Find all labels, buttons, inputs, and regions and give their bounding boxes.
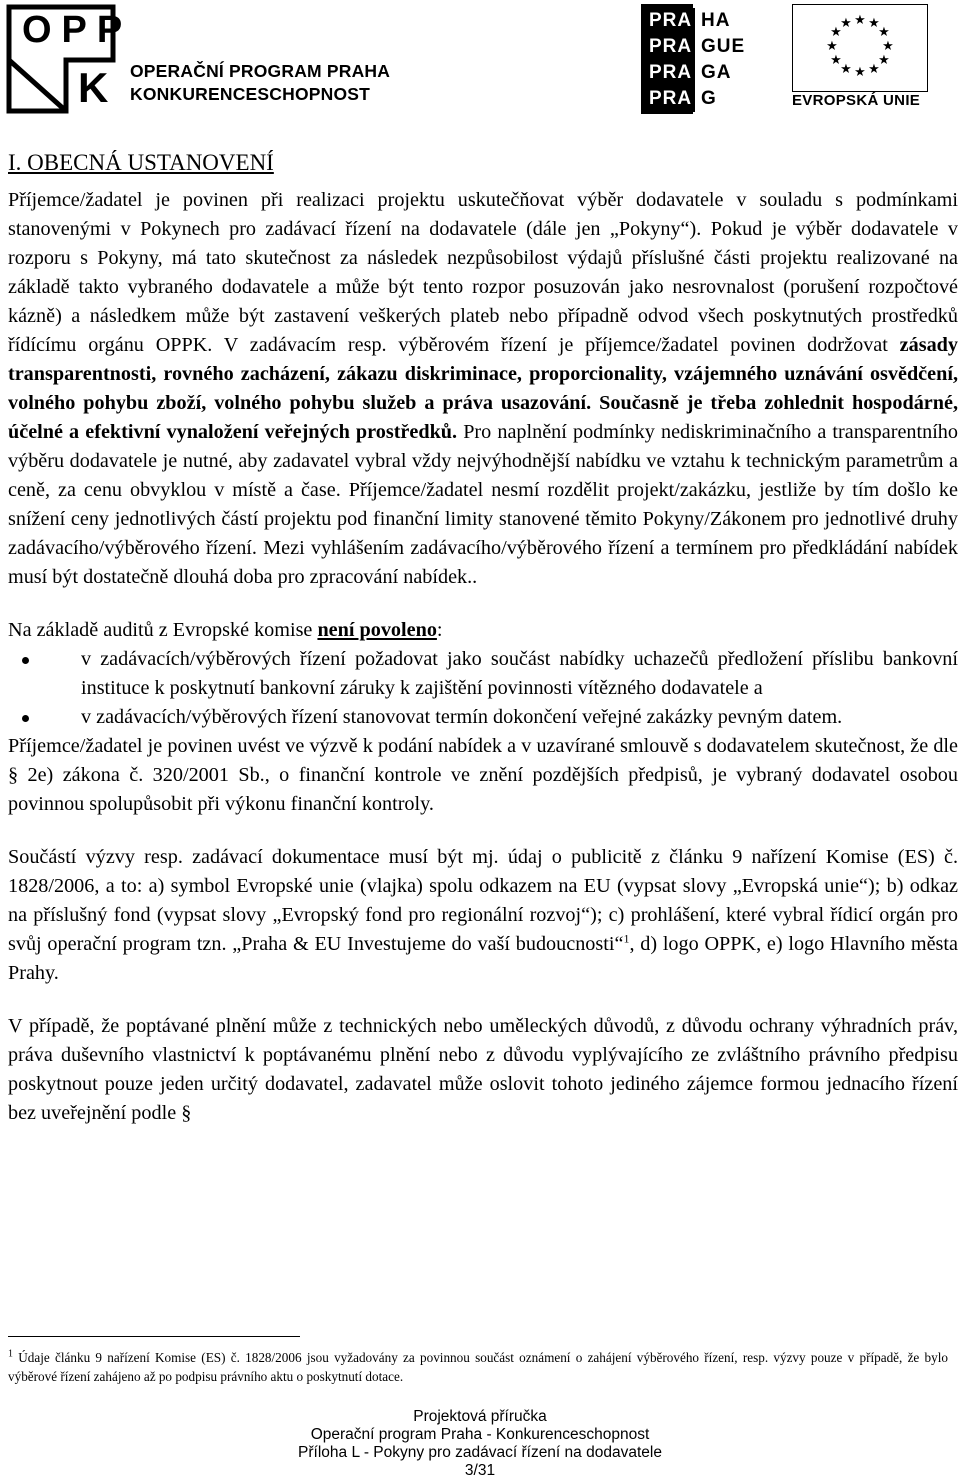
praha-logo-cell: GUE xyxy=(693,34,745,60)
svg-text:★: ★ xyxy=(854,13,866,28)
footer-line2: Operační program Praha - Konkurenceschopnost xyxy=(310,1426,650,1443)
footnote-ref[interactable]: 1 xyxy=(623,931,630,946)
bullet-icon xyxy=(22,657,29,664)
page-header xyxy=(0,0,960,125)
footer-line1: Projektová příručka xyxy=(413,1408,547,1425)
paragraph-text: Pro naplnění podmínky nediskriminačního a transparentního výběru dodavatele je nutné, aby zadavatel vybral vždy nejvýhodnější nabídku ve vztahu k technickým parametrům a ceně, za cenu obvyklou v místě a čase. Příjemce/žadatel nesmí rozdělit projekt/zakázku, jestliže by tím došlo ke snížení ceny jednotlivých částí projektu pod finanční limity stanovené těmito Pokyny/Zákonem pro jednotlivé druhy zadávacího/výběrového řízení. Mezi vyhlášením zadávacího/výběrového řízení a termínem pro předkládání nabídek musí být dostatečně dlouhá doba pro zpracování nabídek.. xyxy=(8,421,958,588)
svg-text:★: ★ xyxy=(840,62,852,77)
paragraph-exception: V případě, že poptávané plnění může z technických nebo uměleckých důvodů, z důvodu ochrany výhradních práv, práva duševního vlastnictví k poptávanému plnění nebo z důvodu vyplývajícího ze zvláštního právního předpisu poskytnout pouze jeden určitý dodavatel, zadavatel může oslovit tohoto jediného zájemce formou jednacího řízení bez uveřejnění podle § xyxy=(8,1015,958,1124)
paragraph-publicity xyxy=(8,843,958,988)
footer-line3: Příloha L - Pokyny pro zadávací řízení na dodavatele xyxy=(298,1444,662,1461)
eu-flag-icon xyxy=(792,4,928,92)
paragraph-general-rules xyxy=(8,186,958,592)
paragraph-text: : xyxy=(436,619,443,641)
opp-logo-k: K xyxy=(78,64,109,111)
svg-text:★: ★ xyxy=(854,65,866,80)
paragraph-audit-intro xyxy=(8,616,958,645)
praha-logo-cell: G xyxy=(693,86,745,112)
bullet-list xyxy=(8,645,958,732)
praha-logo-right xyxy=(693,4,745,114)
opp-logo-text xyxy=(130,60,390,106)
svg-text:★: ★ xyxy=(826,39,838,54)
footnote xyxy=(8,1348,948,1386)
praha-logo-cell: GA xyxy=(693,60,745,86)
eu-stars-icon xyxy=(793,5,927,91)
list-item xyxy=(8,703,958,732)
section-title: I. OBECNÁ USTANOVENÍ xyxy=(8,150,274,175)
paragraph-text: Součástí výzvy resp. zadávací dokumentace musí být mj. údaj o publicitě z článku 9 nařízení Komise (ES) č. 1828/2006, a to: a) symbol Evropské unie (vlajka) spolu odkazem na EU (vypsat slovy „Evropská unie“); b) odkaz na příslušný fond (vypsat slovy „Evropský fond pro regionální rozvoj“); c) prohlášení, které vybral řídicí orgán pro svůj operační program tzn. „Praha & EU Investujeme do vaší budoucnosti“ xyxy=(8,846,958,955)
opp-logo-line1: OPERAČNÍ PROGRAM PRAHA xyxy=(130,61,391,81)
opp-logo-line2: KONKURENCESCHOPNOST xyxy=(130,84,371,104)
page-number: 3/31 xyxy=(464,1462,496,1479)
paragraph-bold-principles: zásady transparentnosti, rovného zacházení, zákazu diskriminace, proporcionality, vzájemného uznávání osvědčení, volného pohybu zboží, volného pohybu služeb a práva usazování. Současně je třeba zohlednit hospodárné, účelné a efektivní vynaložení veřejných prostředků. xyxy=(8,334,958,443)
svg-text:★: ★ xyxy=(878,25,890,40)
praha-logo-cell: PRA xyxy=(649,10,693,31)
paragraph-bold-not-allowed: není povoleno xyxy=(317,619,437,641)
opp-logo-letters: OPP xyxy=(22,9,133,51)
svg-text:★: ★ xyxy=(882,39,894,54)
praha-logo-cell: PRA xyxy=(649,36,693,57)
list-item-text: v zadávacích/výběrových řízení požadovat jako součást nabídky uchazečů předložení příslibu bankovní instituce k poskytnutí bankovní záruky k zajištění povinnosti vítězného dodavatele a xyxy=(81,648,958,699)
opp-logo xyxy=(6,4,133,114)
svg-text:★: ★ xyxy=(830,25,842,40)
praha-logo-cell: PRA xyxy=(649,62,693,83)
paragraph-control: Příjemce/žadatel je povinen uvést ve výzvě k podání nabídek a v uzavírané smlouvě s dodavatelem skutečnost, že dle § 2e) zákona č. 320/2001 Sb., o finanční kontrole ve znění pozdějších předpisů, je vybraný dodavatel osobou povinnou spolupůsobit při výkonu finanční kontroly. xyxy=(8,735,958,815)
eu-logo xyxy=(792,4,932,112)
list-item-text: v zadávacích/výběrových řízení stanovovat termín dokončení veřejné zakázky pevným datem. xyxy=(81,706,843,728)
paragraph-text: , d) logo OPPK, e) logo Hlavního města Prahy. xyxy=(8,933,958,984)
praha-logo-cell: PRA xyxy=(649,88,693,109)
praha-logo-cell: HA xyxy=(693,8,745,34)
svg-text:★: ★ xyxy=(868,16,880,31)
svg-text:★: ★ xyxy=(830,53,842,68)
praha-logo xyxy=(641,4,745,114)
paragraph-text: Na základě auditů z Evropské komise xyxy=(8,619,318,641)
praha-logo-left xyxy=(641,4,693,114)
eu-caption: EVROPSKÁ UNIE xyxy=(792,92,921,109)
svg-text:★: ★ xyxy=(878,53,890,68)
footnote-divider xyxy=(8,1336,300,1337)
svg-text:★: ★ xyxy=(840,16,852,31)
page-footer xyxy=(0,1408,960,1480)
bullet-icon xyxy=(22,715,29,722)
svg-text:★: ★ xyxy=(868,62,880,77)
list-item xyxy=(8,645,958,703)
document-body xyxy=(8,140,958,1128)
footnote-text: Údaje článku 9 nařízení Komise (ES) č. 1828/2006 jsou vyžadovány za povinnou součást oznámení o zahájení výběrového řízení, resp. výzvy pouze v případě, že bylo výběrové řízení zahájeno až po podpisu právního aktu o poskytnutí dotace. xyxy=(8,1350,948,1384)
footnote-mark: 1 xyxy=(8,1348,13,1360)
paragraph-text: Příjemce/žadatel je povinen při realizaci projektu uskutečňovat výběr dodavatele v souladu s podmínkami stanovenými v Pokynech pro zadávací řízení na dodavatele (dále jen „Pokyny“). Pokud je výběr dodavatele v rozporu s Pokyny, má tato skutečnost za následek nezpůsobilost výdajů příslušné části projektu realizované na základě takto vybraného dodavatele a může být tento rozpor posuzován jako nesrovnalost (porušení rozpočtové kázně) a následkem může být zastavení veškerých plateb nebo případně odvod všech poskytnutých prostředků řídícímu orgánu OPPK. V zadávacím resp. výběrovém řízení je příjemce/žadatel povinen dodržovat xyxy=(8,189,958,356)
